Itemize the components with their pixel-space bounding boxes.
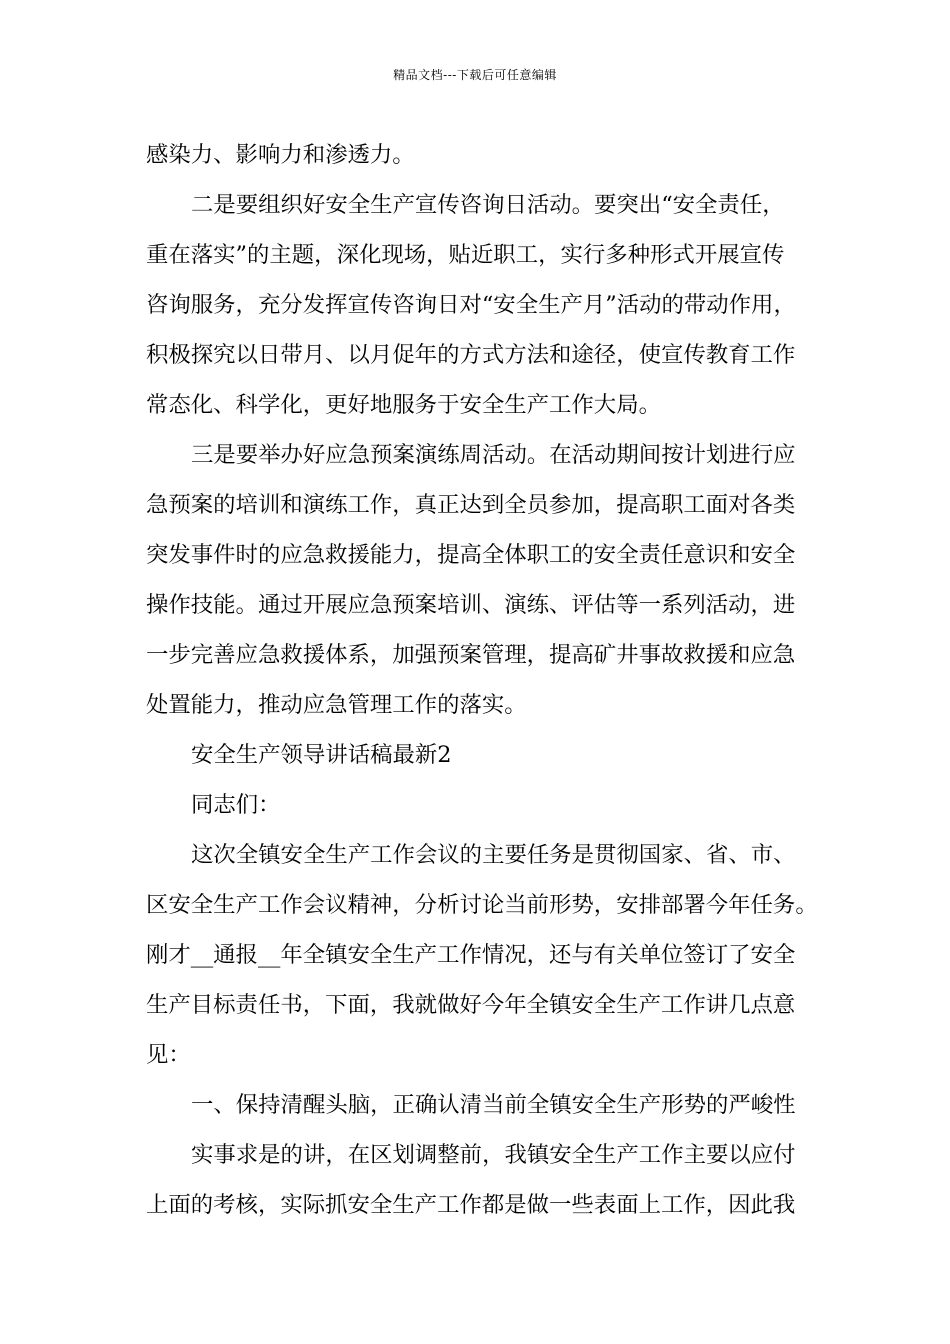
text-line: 积极探究以日带月、以月促年的方式方法和途径，使宣传教育工作 [146, 342, 796, 368]
text-line: 区安全生产工作会议精神，分析讨论当前形势，安排部署今年任务。 [146, 892, 818, 918]
text-line: 一、保持清醒头脑，正确认清当前全镇安全生产形势的严峻性 [191, 1092, 796, 1118]
text-line: 刚才__通报__年全镇安全生产工作情况，还与有关单位签订了安全 [146, 942, 796, 968]
page-header: 精品文档---下载后可任意编辑 [393, 68, 557, 82]
text-line: 同志们： [191, 792, 281, 818]
text-line: 实事求是的讲，在区划调整前，我镇安全生产工作主要以应付 [191, 1142, 796, 1168]
text-line: 二是要组织好安全生产宣传咨询日活动。要突出“安全责任， [191, 192, 785, 218]
text-line: 常态化、科学化，更好地服务于安全生产工作大局。 [146, 392, 661, 418]
text-line: 这次全镇安全生产工作会议的主要任务是贯彻国家、省、市、 [191, 842, 796, 868]
text-line: 见： [146, 1042, 191, 1068]
text-line: 操作技能。通过开展应急预案培训、演练、评估等一系列活动，进 [146, 592, 796, 618]
text-line: 突发事件时的应急救援能力，提高全体职工的安全责任意识和安全 [146, 542, 796, 568]
text-line: 三是要举办好应急预案演练周活动。在活动期间按计划进行应 [191, 442, 796, 468]
text-line: 处置能力，推动应急管理工作的落实。 [146, 692, 527, 718]
text-line: 上面的考核，实际抓安全生产工作都是做一些表面上工作，因此我 [146, 1192, 796, 1218]
text-line: 一步完善应急救援体系，加强预案管理，提高矿井事故救援和应急 [146, 642, 796, 668]
text-line: 咨询服务，充分发挥宣传咨询日对“安全生产月”活动的带动作用， [146, 292, 796, 318]
text-line: 生产目标责任书，下面，我就做好今年全镇安全生产工作讲几点意 [146, 992, 796, 1018]
text-line: 重在落实”的主题，深化现场，贴近职工，实行多种形式开展宣传 [146, 242, 785, 268]
document-body [146, 130, 822, 1230]
text-line: 感染力、影响力和渗透力。 [146, 142, 415, 168]
text-line: 安全生产领导讲话稿最新2 [191, 742, 452, 768]
text-line: 急预案的培训和演练工作，真正达到全员参加，提高职工面对各类 [146, 492, 796, 518]
